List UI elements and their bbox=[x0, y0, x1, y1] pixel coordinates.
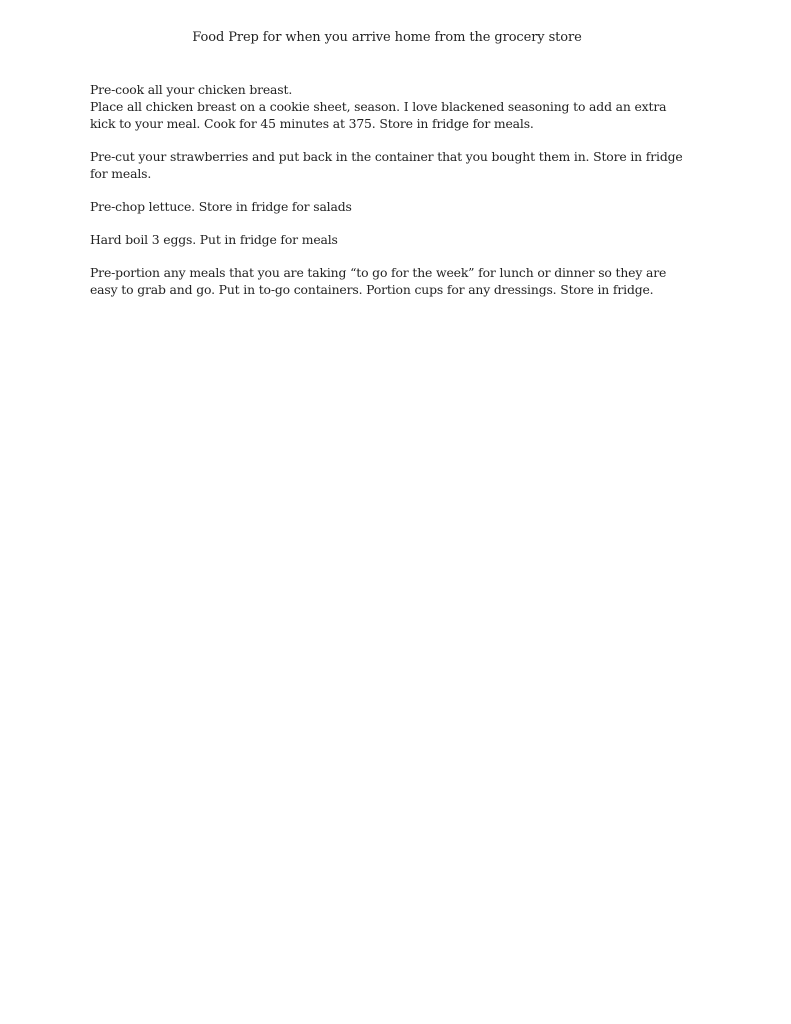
paragraph-lettuce: Pre-chop lettuce. Store in fridge for salads bbox=[90, 199, 352, 214]
paragraph-chicken: Pre-cook all your chicken breast. Place all chicken breast on a cookie sheet, season. I love blackened seasoning to add an extra kick to your meal. Cook for 45 minutes at 375. Store in fridge for meals. bbox=[90, 82, 667, 131]
document-title: Food Prep for when you arrive home from the grocery store bbox=[192, 30, 582, 45]
paragraph-strawberries: Pre-cut your strawberries and put back in the container that you bought them in. Store in fridge for meals. bbox=[90, 149, 683, 181]
document-body bbox=[90, 81, 690, 314]
paragraph-portion-meals: Pre-portion any meals that you are taking “to go for the week” for lunch or dinner so they are easy to grab and go. Put in to-go containers. Portion cups for any dressings. Store in fridge. bbox=[90, 265, 667, 297]
paragraph-eggs: Hard boil 3 eggs. Put in fridge for meals bbox=[90, 232, 338, 247]
